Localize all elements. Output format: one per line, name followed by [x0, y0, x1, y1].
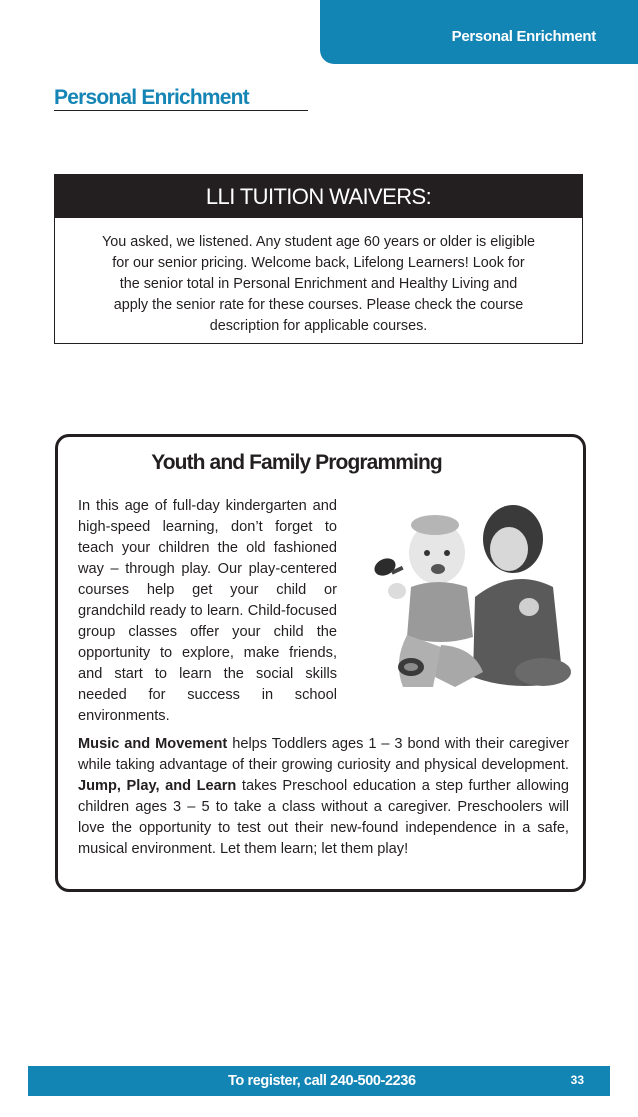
waiver-line: description for applicable courses. — [209, 318, 428, 334]
page-number: 33 — [570, 1073, 584, 1087]
header-tab — [320, 0, 638, 64]
youth-family-title: Youth and Family Programming — [151, 451, 442, 474]
waiver-line: the senior total in Personal Enrichment and Healthy Living and — [119, 276, 518, 292]
music-movement-text: helps Toddlers ages 1 – 3 bond with their caregiver while taking advantage of their growing curiosity and physical development. — [78, 736, 569, 773]
tuition-waiver-text — [55, 218, 582, 337]
jump-play-learn-text: takes Preschool education a step further allowing children ages 3 – 5 to take a class without a caregiver. Preschoolers will love the opportunity to test out their new-found independence in a safe, musical environment. Let them learn; let them play! — [78, 778, 569, 857]
register-phone-text: To register, call 240-500-2236 — [228, 1073, 416, 1089]
section-title-underline — [54, 110, 308, 111]
youth-family-intro: In this age of full-day kindergarten and high-speed learning, don’t forget to teach your children the old fashioned way – through play. Our play-centered courses help get your child or grandchild ready to learn. Child-focused group classes offer your child the opportunity to explore, make friends, and start to learn the social skills needed for success in school environments. — [78, 498, 337, 724]
waiver-line: You asked, we listened. Any student age 60 years or older is eligible — [101, 234, 536, 250]
tuition-waiver-heading: LLI TUITION WAIVERS: — [55, 175, 582, 218]
music-movement-name: Music and Movement — [78, 736, 228, 752]
youth-family-programs — [78, 734, 569, 860]
jump-play-learn-name: Jump, Play, and Learn — [78, 778, 237, 794]
youth-family-box — [55, 434, 586, 892]
waiver-line: apply the senior rate for these courses. Please check the course — [113, 297, 524, 313]
footer-bar — [28, 1066, 610, 1096]
section-title: Personal Enrichment — [54, 86, 249, 109]
waiver-line: for our senior pricing. Welcome back, Lifelong Learners! Look for — [112, 255, 525, 271]
header-tab-label: Personal Enrichment — [451, 28, 596, 45]
mother-child-photo — [363, 487, 573, 697]
tuition-waiver-box — [54, 174, 583, 344]
